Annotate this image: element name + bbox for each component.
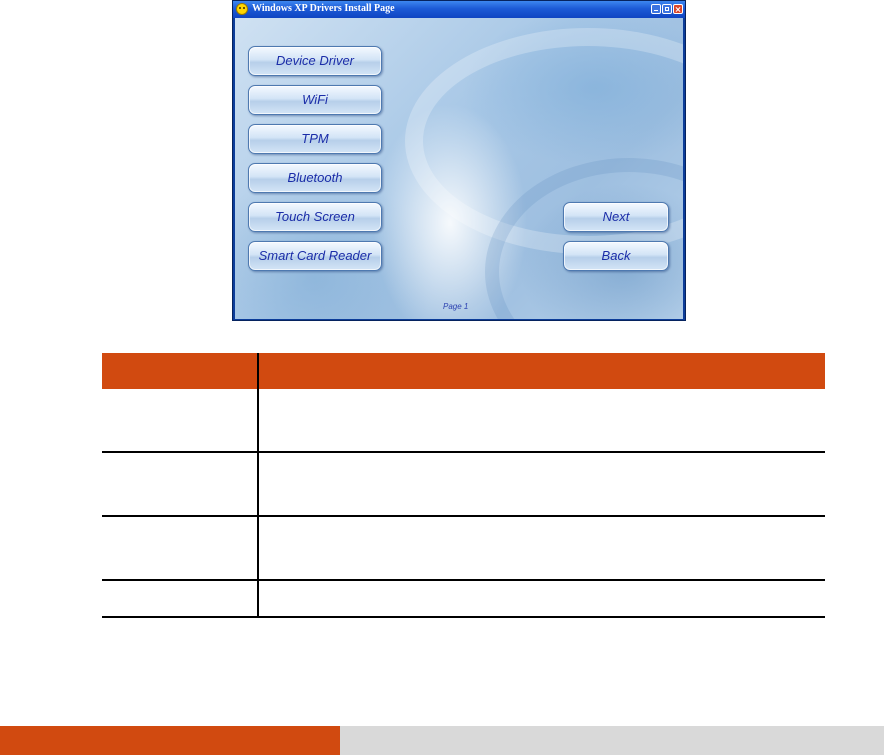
table-cell xyxy=(102,389,258,452)
table-cell xyxy=(258,389,825,452)
next-button[interactable]: Next xyxy=(563,202,669,232)
back-button[interactable]: Back xyxy=(563,241,669,271)
table-row xyxy=(102,516,825,580)
close-icon[interactable] xyxy=(673,4,683,14)
smiley-app-icon xyxy=(236,3,248,15)
maximize-icon[interactable] xyxy=(662,4,672,14)
table-cell xyxy=(258,580,825,617)
footer-bar xyxy=(340,726,884,755)
device-driver-button[interactable]: Device Driver xyxy=(248,46,382,76)
wifi-button[interactable]: WiFi xyxy=(248,85,382,115)
table-cell xyxy=(258,452,825,516)
page-indicator: Page 1 xyxy=(443,302,469,311)
table-row xyxy=(102,580,825,617)
smart-card-reader-button[interactable]: Smart Card Reader xyxy=(248,241,382,271)
window-client-area xyxy=(235,18,683,319)
description-table xyxy=(102,353,825,618)
table-cell xyxy=(102,452,258,516)
footer-accent-bar xyxy=(0,726,340,755)
touch-screen-button[interactable]: Touch Screen xyxy=(248,202,382,232)
bluetooth-button[interactable]: Bluetooth xyxy=(248,163,382,193)
window-title: Windows XP Drivers Install Page xyxy=(252,3,395,14)
table-cell xyxy=(102,580,258,617)
table-header-cell xyxy=(258,353,825,389)
table-cell xyxy=(258,516,825,580)
table-row xyxy=(102,389,825,452)
tpm-button[interactable]: TPM xyxy=(248,124,382,154)
table-cell xyxy=(102,516,258,580)
title-bar[interactable] xyxy=(233,1,685,18)
table-header-cell xyxy=(102,353,258,389)
installer-window xyxy=(232,0,686,321)
table-row xyxy=(102,452,825,516)
table-header-row xyxy=(102,353,825,389)
minimize-icon[interactable] xyxy=(651,4,661,14)
